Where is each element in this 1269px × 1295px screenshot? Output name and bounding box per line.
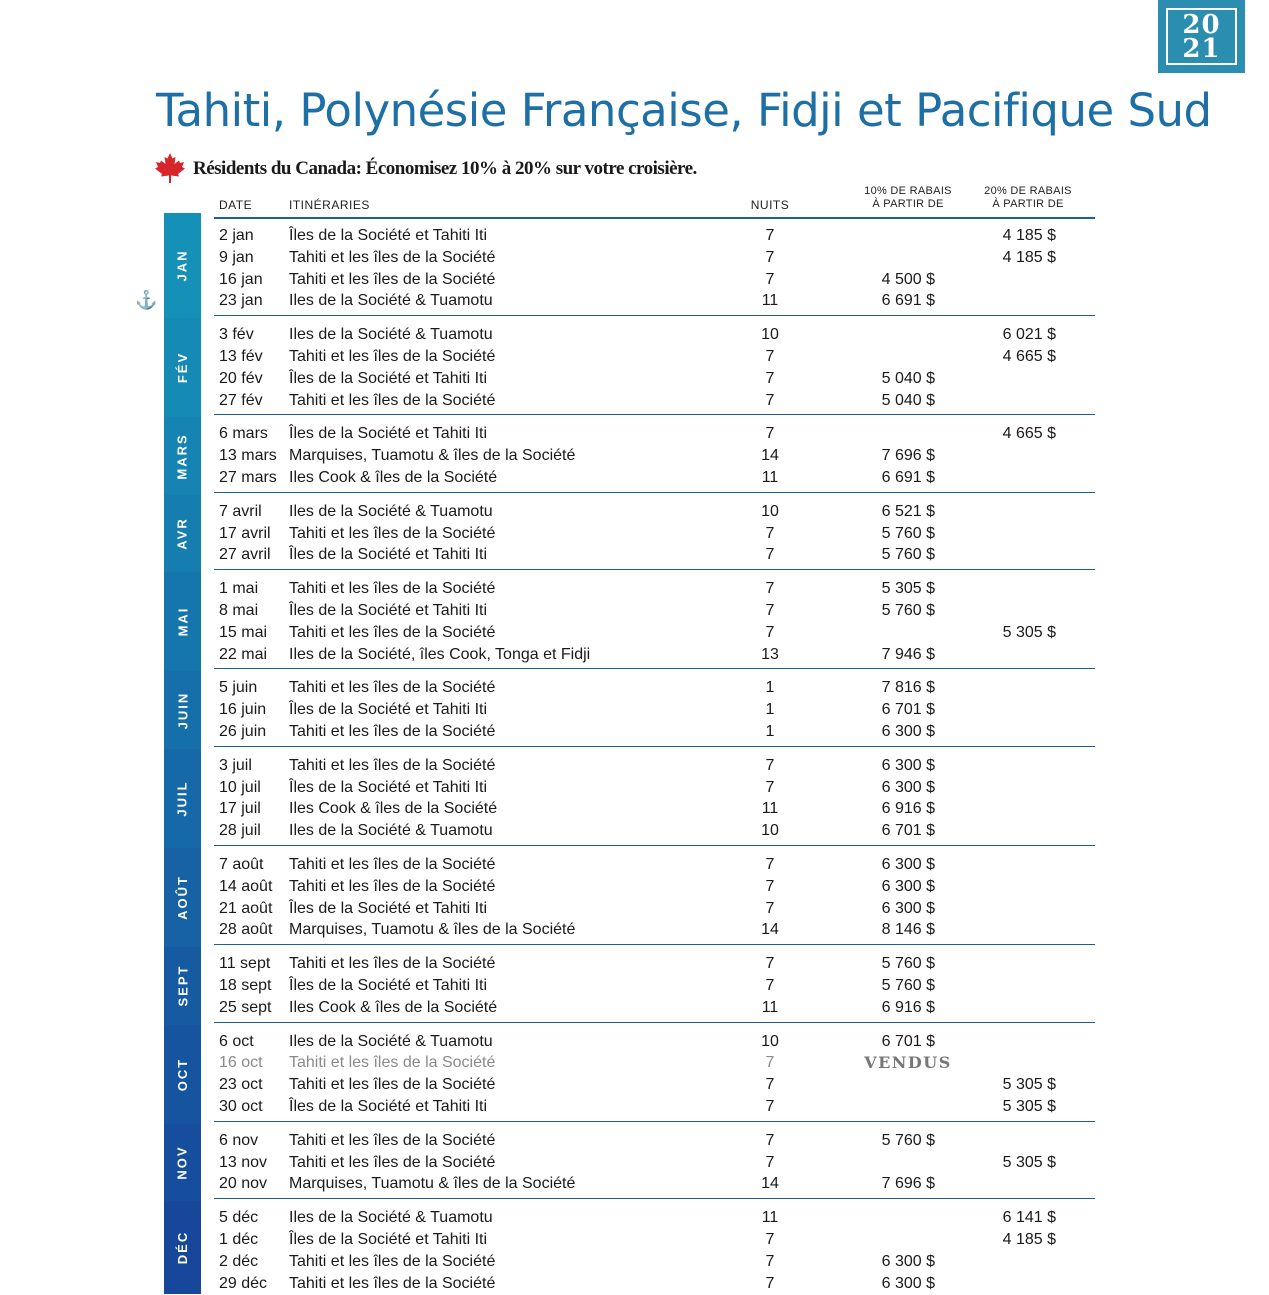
month-tab-label: DÉC <box>174 1230 190 1265</box>
itinerary: Marquises, Tuamotu & îles de la Société <box>289 921 576 939</box>
price-10pct: 6 300 $ <box>881 877 935 895</box>
month-separator <box>214 492 1095 493</box>
itinerary: Tahiti et les îles de la Société <box>289 524 496 542</box>
itinerary: Tahiti et les îles de la Société <box>289 1076 496 1094</box>
price-10pct: 7 696 $ <box>881 447 935 465</box>
header-discount-20-line1: 20% DE RABAIS <box>984 185 1072 197</box>
departure-date: 20 nov <box>219 1175 268 1193</box>
nights: 7 <box>765 623 775 641</box>
year-badge-bottom: 21 <box>1182 33 1221 64</box>
itinerary: Tahiti et les îles de la Société <box>289 723 496 740</box>
price-20pct: 4 185 $ <box>1002 1231 1056 1248</box>
price-10pct: 5 760 $ <box>881 602 935 619</box>
nights: 7 <box>765 227 775 244</box>
departure-date: 17 juil <box>219 800 261 818</box>
departure-date: 28 août <box>219 921 273 939</box>
month-tab-label: JUIN <box>175 691 190 729</box>
itinerary: Îles de la Société et Tahiti Iti <box>289 602 488 619</box>
nights: 7 <box>765 1076 775 1094</box>
departure-date: 2 jan <box>219 227 254 244</box>
departure-date: 18 sept <box>219 977 272 994</box>
month-tab <box>164 318 201 417</box>
departure-date: 14 août <box>219 877 273 895</box>
month-separator <box>214 668 1095 669</box>
header-rule <box>214 217 1095 219</box>
itinerary: Iles de la Société & Tuamotu <box>289 1032 493 1050</box>
price-10pct: 6 701 $ <box>881 822 935 840</box>
nights: 1 <box>765 701 775 719</box>
departure-date: 26 juin <box>219 723 267 740</box>
month-separator <box>214 315 1095 316</box>
nights: 7 <box>765 856 775 873</box>
departure-date: 6 mars <box>219 425 268 443</box>
departure-date: 1 mai <box>219 580 259 598</box>
month-tab-label: JAN <box>174 249 190 282</box>
nights: 10 <box>761 1032 779 1050</box>
header-date: DATE <box>219 198 253 212</box>
nights: 7 <box>765 1098 775 1115</box>
price-10pct: 8 146 $ <box>881 921 935 939</box>
departure-date: 16 juin <box>219 701 267 719</box>
price-10pct: 6 300 $ <box>881 1252 935 1270</box>
nights: 10 <box>761 502 779 520</box>
departure-date: 27 mars <box>219 469 277 486</box>
departure-date: 3 juil <box>219 756 252 774</box>
price-20pct: 5 305 $ <box>1002 1076 1056 1094</box>
nights: 7 <box>765 877 775 895</box>
month-tab <box>164 1124 201 1201</box>
itinerary: Iles Cook & îles de la Société <box>289 998 498 1016</box>
nights: 7 <box>765 524 775 542</box>
departure-date: 27 fév <box>219 391 263 409</box>
price-20pct: 6 021 $ <box>1002 326 1056 344</box>
price-10pct: 6 300 $ <box>881 778 935 796</box>
departure-date: 2 déc <box>219 1252 259 1270</box>
price-10pct: 6 300 $ <box>881 856 935 873</box>
month-tab-label: AVR <box>174 517 190 550</box>
departure-date: 21 août <box>219 899 273 917</box>
itinerary: Îles de la Société et Tahiti Iti <box>289 899 488 917</box>
price-10pct: 6 300 $ <box>881 899 935 917</box>
header-itinerary: ITINÉRARIES <box>289 198 370 212</box>
price-10pct: 6 916 $ <box>881 998 935 1016</box>
month-tab-label: JUIL <box>174 780 190 817</box>
nights: 14 <box>761 921 779 939</box>
month-separator <box>214 845 1095 846</box>
price-10pct: 7 946 $ <box>881 645 935 663</box>
nights: 7 <box>765 248 775 266</box>
price-10pct: 5 760 $ <box>881 524 935 542</box>
price-10pct: 5 760 $ <box>881 546 935 564</box>
nights: 11 <box>761 800 779 818</box>
nights: 7 <box>765 369 775 387</box>
departure-date: 7 avril <box>219 502 262 520</box>
header-discount-20-line2: À PARTIR DE <box>992 198 1064 210</box>
header-discount-10-line1: 10% DE RABAIS <box>864 185 952 197</box>
itinerary: Îles de la Société et Tahiti Iti <box>289 369 488 387</box>
departure-date: 9 jan <box>219 248 254 266</box>
price-10pct: 6 300 $ <box>881 723 935 740</box>
nights: 10 <box>761 326 779 344</box>
page-title: Tahiti, Polynésie Française, Fidji et Pacifique Sud <box>156 84 1212 137</box>
nights: 7 <box>765 270 775 288</box>
year-badge-frame <box>1166 8 1237 65</box>
month-tab <box>164 848 201 947</box>
month-tab <box>164 417 201 494</box>
price-20pct: 4 185 $ <box>1002 248 1056 266</box>
itinerary: Tahiti et les îles de la Société <box>289 1274 496 1292</box>
nights: 14 <box>761 1175 779 1193</box>
departure-date: 3 fév <box>219 326 254 344</box>
price-10pct: 5 040 $ <box>881 391 935 409</box>
nights: 7 <box>765 425 775 443</box>
departure-date: 6 nov <box>219 1131 259 1149</box>
nights: 7 <box>765 955 775 973</box>
itinerary: Tahiti et les îles de la Société <box>289 1131 496 1149</box>
month-tab <box>164 213 201 318</box>
departure-date: 8 mai <box>219 602 259 619</box>
maple-leaf-icon <box>154 152 186 184</box>
year-badge-top: 20 <box>1182 9 1221 40</box>
price-10pct: 6 916 $ <box>881 800 935 818</box>
itinerary: Tahiti et les îles de la Société <box>289 1153 496 1171</box>
month-tab <box>164 749 201 848</box>
nights: 7 <box>765 602 775 619</box>
price-10pct: 6 300 $ <box>881 1274 935 1292</box>
price-10pct: 6 691 $ <box>881 469 935 486</box>
price-20pct: 5 305 $ <box>1002 1153 1056 1171</box>
itinerary: Tahiti et les îles de la Société <box>289 856 496 873</box>
departure-date: 1 déc <box>219 1231 259 1248</box>
departure-date: 7 août <box>219 856 264 873</box>
departure-date: 11 sept <box>219 955 271 973</box>
departure-date: 13 fév <box>219 348 263 365</box>
nights: 11 <box>761 1209 779 1227</box>
price-10pct: 6 300 $ <box>881 756 935 774</box>
departure-date: 5 juin <box>219 679 258 697</box>
itinerary: Tahiti et les îles de la Société <box>289 756 496 774</box>
month-separator <box>214 414 1095 415</box>
itinerary: Marquises, Tuamotu & îles de la Société <box>289 447 576 465</box>
itinerary: Tahiti et les îles de la Société <box>289 877 496 895</box>
month-separator <box>214 746 1095 747</box>
price-10pct: 6 701 $ <box>881 701 935 719</box>
nights: 7 <box>765 899 775 917</box>
departure-date: 23 oct <box>219 1076 263 1094</box>
departure-date: 20 fév <box>219 369 263 387</box>
itinerary: Îles de la Société et Tahiti Iti <box>289 977 488 994</box>
month-separator <box>214 569 1095 570</box>
departure-date: 30 oct <box>219 1098 263 1115</box>
itinerary: Iles de la Société & Tuamotu <box>289 326 493 344</box>
anchor-icon: ⚓ <box>135 290 158 310</box>
header-discount-10-line2: À PARTIR DE <box>872 198 944 210</box>
month-separator <box>214 1022 1095 1023</box>
itinerary: Iles Cook & îles de la Société <box>289 800 498 818</box>
nights: 1 <box>765 679 775 697</box>
month-tab-label: SEPT <box>175 964 190 1007</box>
itinerary: Tahiti et les îles de la Société <box>289 348 496 365</box>
itinerary: Îles de la Société et Tahiti Iti <box>289 701 488 719</box>
itinerary: Îles de la Société et Tahiti Iti <box>289 546 488 564</box>
month-tab <box>164 572 201 671</box>
header-discount-20 <box>968 185 1088 211</box>
itinerary: Îles de la Société et Tahiti Iti <box>289 425 488 443</box>
nights: 7 <box>765 756 775 774</box>
month-tab <box>164 671 201 748</box>
month-tab-label: AOÛT <box>175 875 190 921</box>
itinerary: Tahiti et les îles de la Société <box>289 580 496 598</box>
month-separator <box>214 1198 1095 1199</box>
departure-date: 23 jan <box>219 292 263 310</box>
month-tab <box>164 947 201 1024</box>
month-tab <box>164 495 201 572</box>
nights: 7 <box>765 1054 775 1072</box>
itinerary: Iles de la Société & Tuamotu <box>289 822 493 840</box>
itinerary: Îles de la Société et Tahiti Iti <box>289 778 488 796</box>
nights: 7 <box>765 778 775 796</box>
price-20pct: 4 185 $ <box>1002 227 1056 244</box>
month-tab-label: OCT <box>174 1057 190 1091</box>
month-tab <box>164 1201 201 1294</box>
itinerary: Iles de la Société & Tuamotu <box>289 1209 493 1227</box>
itinerary: Tahiti et les îles de la Société <box>289 955 496 973</box>
month-tab <box>164 1025 201 1124</box>
price-10pct: 6 691 $ <box>881 292 935 310</box>
itinerary: Îles de la Société et Tahiti Iti <box>289 227 488 244</box>
itinerary: Tahiti et les îles de la Société <box>289 623 496 641</box>
itinerary: Tahiti et les îles de la Société <box>289 1252 496 1270</box>
price-10pct: 5 305 $ <box>881 580 935 598</box>
nights: 7 <box>765 1252 775 1270</box>
price-10pct: 5 040 $ <box>881 369 935 387</box>
itinerary: Iles de la Société & Tuamotu <box>289 502 493 520</box>
canada-savings-note: Résidents du Canada: Économisez 10% à 20% sur votre croisière. <box>193 158 697 179</box>
price-20pct: 5 305 $ <box>1002 1098 1056 1115</box>
month-tab-label: MAI <box>175 606 190 637</box>
price-10pct: 4 500 $ <box>881 270 935 288</box>
price-20pct: 6 141 $ <box>1002 1209 1056 1227</box>
departure-date: 28 juil <box>219 822 261 840</box>
departure-date: 13 nov <box>219 1153 268 1171</box>
nights: 7 <box>765 580 775 598</box>
departure-date: 6 oct <box>219 1032 254 1050</box>
nights: 10 <box>761 822 779 840</box>
itinerary: Iles de la Société & Tuamotu <box>289 292 493 310</box>
price-10pct: 6 701 $ <box>881 1032 935 1050</box>
itinerary: Marquises, Tuamotu & îles de la Société <box>289 1175 576 1193</box>
price-10pct: 6 521 $ <box>881 502 935 520</box>
itinerary: Tahiti et les îles de la Société <box>289 248 496 266</box>
nights: 7 <box>765 1274 775 1292</box>
nights: 7 <box>765 1231 775 1248</box>
nights: 11 <box>761 292 779 310</box>
itinerary: Tahiti et les îles de la Société <box>289 391 496 409</box>
header-nights: NUITS <box>750 198 790 212</box>
sold-out-label: VENDUS <box>864 1053 952 1073</box>
departure-date: 27 avril <box>219 546 271 564</box>
price-10pct: 5 760 $ <box>881 1131 935 1149</box>
departure-date: 29 déc <box>219 1274 268 1292</box>
nights: 7 <box>765 1153 775 1171</box>
departure-date: 22 mai <box>219 645 268 663</box>
month-separator <box>214 944 1095 945</box>
nights: 7 <box>765 348 775 365</box>
month-tab-label: NOV <box>174 1145 190 1180</box>
header-discount-10 <box>848 185 968 211</box>
month-tab-label: MARS <box>175 432 190 480</box>
departure-date: 16 jan <box>219 270 263 288</box>
itinerary: Tahiti et les îles de la Société <box>289 679 496 697</box>
price-10pct: 5 760 $ <box>881 977 935 994</box>
nights: 13 <box>761 645 779 663</box>
nights: 7 <box>765 546 775 564</box>
price-20pct: 4 665 $ <box>1002 348 1056 365</box>
itinerary: Îles de la Société et Tahiti Iti <box>289 1098 488 1115</box>
nights: 11 <box>761 998 779 1016</box>
itinerary: Îles de la Société et Tahiti Iti <box>289 1231 488 1248</box>
nights: 7 <box>765 391 775 409</box>
itinerary: Iles Cook & îles de la Société <box>289 469 498 486</box>
nights: 1 <box>765 723 775 740</box>
nights: 11 <box>761 469 779 486</box>
departure-date: 15 mai <box>219 623 268 641</box>
itinerary: Tahiti et les îles de la Société <box>289 1054 496 1072</box>
price-10pct: 7 696 $ <box>881 1175 935 1193</box>
price-20pct: 4 665 $ <box>1002 425 1056 443</box>
departure-date: 17 avril <box>219 524 271 542</box>
nights: 7 <box>765 977 775 994</box>
departure-date: 5 déc <box>219 1209 259 1227</box>
price-10pct: 7 816 $ <box>881 679 935 697</box>
departure-date: 16 oct <box>219 1054 263 1072</box>
departure-date: 10 juil <box>219 778 261 796</box>
nights: 14 <box>761 447 779 465</box>
departure-date: 13 mars <box>219 447 277 465</box>
nights: 7 <box>765 1131 775 1149</box>
price-20pct: 5 305 $ <box>1002 623 1056 641</box>
year-badge <box>1158 0 1245 73</box>
departure-date: 25 sept <box>219 998 272 1016</box>
price-10pct: 5 760 $ <box>881 955 935 973</box>
itinerary: Tahiti et les îles de la Société <box>289 270 496 288</box>
month-tab-label: FÉV <box>174 352 190 384</box>
month-separator <box>214 1121 1095 1122</box>
itinerary: Iles de la Société, îles Cook, Tonga et Fidji <box>289 645 591 663</box>
